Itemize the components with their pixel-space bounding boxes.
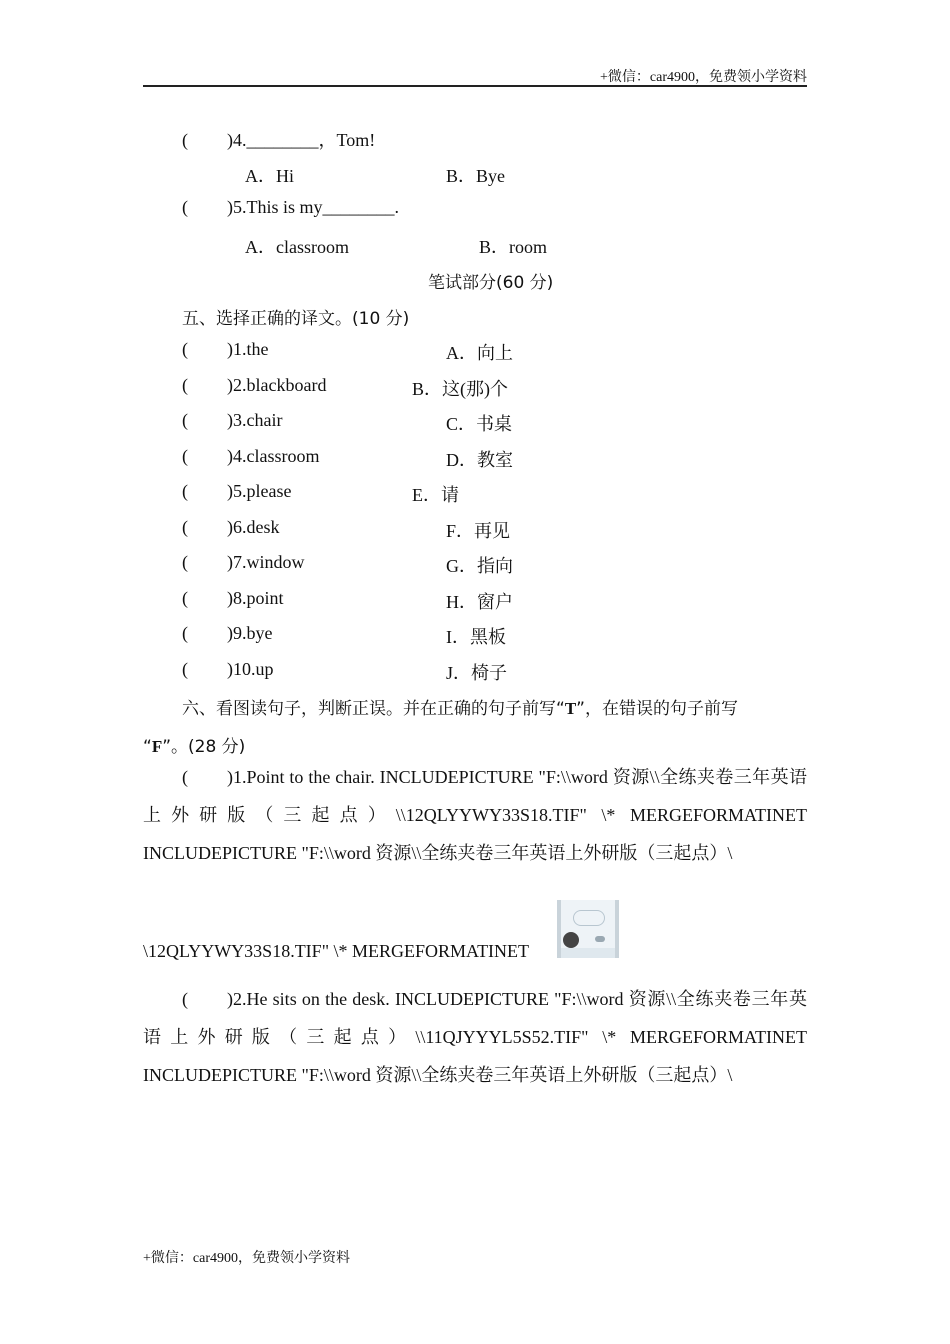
header-divider: [143, 85, 807, 87]
title-quote: “: [143, 737, 152, 757]
answer-paren[interactable]: (: [182, 767, 188, 787]
item-word: )7.window: [227, 552, 305, 572]
section-5-item: [182, 481, 291, 502]
section-6-question-1-last-line: \12QLYYWY33S18.TIF" \* MERGEFORMATINET: [143, 941, 530, 961]
item-word: )1.the: [227, 339, 269, 359]
item-word: )9.bye: [227, 623, 273, 643]
section-5-item: [182, 375, 326, 396]
question-text: )1.Point to the chair. INCLUDEPICTURE "F:\\word 资源\\全练夹卷三年英语上外研版（三起点）\\12QLYYWY33S18.TIF" \* MERGEFORMATINET INCLUDEPICTURE "F:\\word 资源\\全练夹卷三年英语上外研版（三起点）\: [143, 767, 807, 863]
answer-paren[interactable]: (: [182, 989, 188, 1009]
item-word: )2.blackboard: [227, 375, 327, 395]
section-6-question-2: [143, 980, 807, 1094]
question-5-option-a: A．classroom: [245, 237, 349, 257]
section-5-option: F．再见: [446, 521, 511, 541]
answer-paren[interactable]: (: [182, 446, 188, 466]
answer-paren[interactable]: (: [182, 197, 188, 217]
answer-paren[interactable]: (: [182, 588, 188, 608]
object-shape: [595, 936, 605, 942]
answer-paren[interactable]: (: [182, 130, 188, 150]
section-5-option: H．窗户: [446, 592, 513, 612]
question-1-picture: [557, 900, 619, 958]
section-5-option: D．教室: [446, 450, 513, 470]
section-5-item: [182, 410, 282, 431]
written-part-title: 笔试部分(60 分): [428, 273, 554, 293]
title-letter-t: T: [564, 699, 577, 718]
person-head-shape: [563, 932, 579, 948]
answer-paren[interactable]: (: [182, 410, 188, 430]
section-5-option: B．这(那)个: [412, 379, 508, 399]
section-5-item: [182, 339, 268, 360]
section-5-item: [182, 517, 280, 538]
title-text: 六、看图读句子，判断正误。并在正确的句子前写“: [182, 699, 565, 719]
title-letter-f: F: [151, 737, 163, 756]
question-4-stem: [182, 126, 375, 152]
section-5-item: [182, 659, 274, 680]
answer-paren[interactable]: (: [182, 517, 188, 537]
ground-shape: [561, 948, 615, 958]
answer-paren[interactable]: (: [182, 481, 188, 501]
answer-paren[interactable]: (: [182, 659, 188, 679]
question-4-option-b: B．Bye: [446, 166, 506, 186]
item-word: )5.please: [227, 481, 292, 501]
section-5-title: 五、选择正确的译文。(10 分): [182, 309, 410, 329]
item-word: )6.desk: [227, 517, 280, 537]
section-5-item: [182, 446, 319, 467]
section-5-option: J．椅子: [446, 663, 508, 683]
question-text: )4.________，Tom!: [227, 130, 376, 150]
answer-paren[interactable]: (: [182, 375, 188, 395]
question-5-stem: [182, 197, 399, 218]
item-word: )4.classroom: [227, 446, 320, 466]
title-text: ”。(28 分): [162, 737, 246, 757]
question-4-option-a: A．Hi: [245, 166, 294, 186]
item-word: )8.point: [227, 588, 284, 608]
item-word: )10.up: [227, 659, 274, 679]
section-6-title-line1: [182, 694, 738, 719]
question-text: )2.He sits on the desk. INCLUDEPICTURE "F:\\word 资源\\全练夹卷三年英语上外研版（三起点）\\11QJYYYL5S52.TIF" \* MERGEFORMATINET INCLUDEPICTURE "F:\\word 资源\\全练夹卷三年英语上外研版（三起点）\: [143, 989, 807, 1085]
page-header-text: +微信：car4900，免费领小学资料: [600, 70, 807, 85]
cloud-shape: [573, 910, 605, 926]
answer-paren[interactable]: (: [182, 552, 188, 572]
answer-paren[interactable]: (: [182, 623, 188, 643]
section-5-item: [182, 623, 272, 644]
item-word: )3.chair: [227, 410, 283, 430]
section-5-option: C．书桌: [446, 414, 513, 434]
section-5-option: I．黑板: [446, 627, 506, 647]
section-6-title-line2: [143, 732, 245, 757]
page-footer-text: +微信：car4900，免费领小学资料: [143, 1251, 350, 1266]
section-6-question-1: [143, 758, 807, 872]
section-5-item: [182, 552, 305, 573]
section-5-option: G．指向: [446, 556, 513, 576]
section-5-option: E．请: [412, 485, 459, 505]
answer-paren[interactable]: (: [182, 339, 188, 359]
section-5-option: A．向上: [446, 343, 513, 363]
title-text: ”，在错误的句子前写: [576, 699, 738, 719]
question-text: )5.This is my________.: [227, 197, 400, 217]
section-5-item: [182, 588, 284, 609]
question-5-option-b: B．room: [479, 237, 548, 257]
